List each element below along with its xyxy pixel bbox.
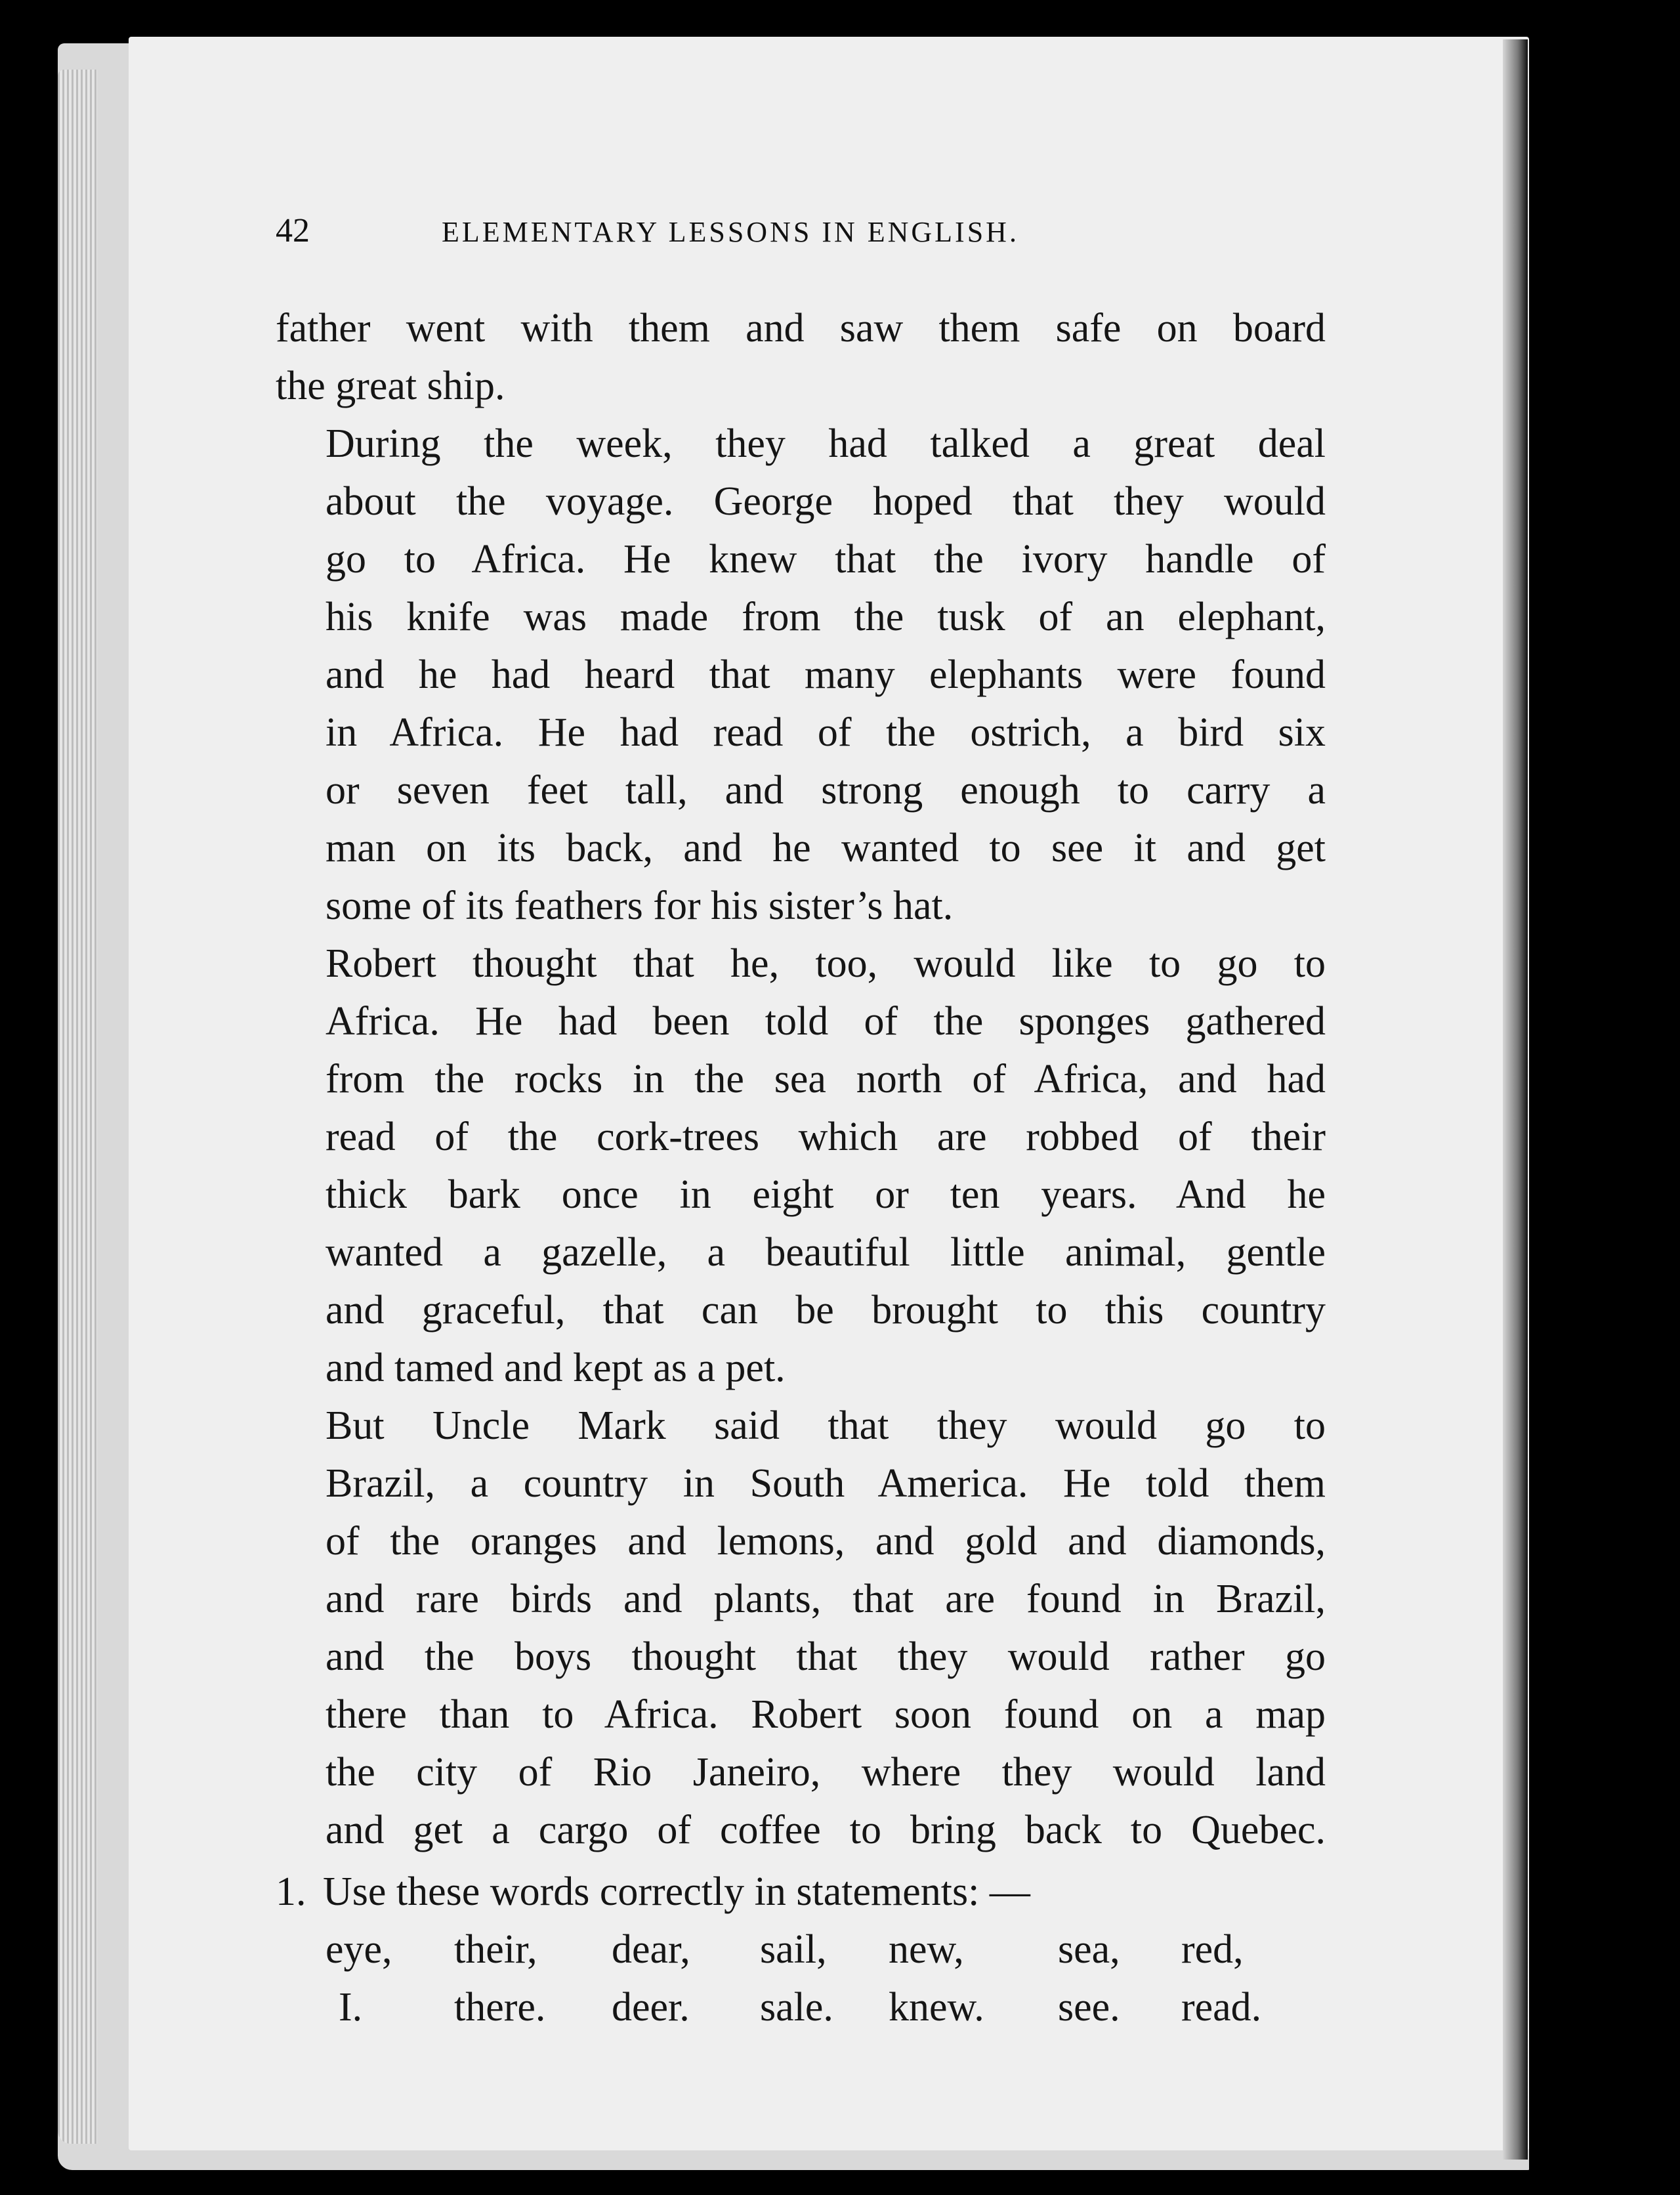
text-line: in Africa. He had read of the ostrich, a bird six — [326, 710, 1326, 755]
text-line: and he had heard that many elephants were found — [326, 652, 1326, 697]
word: eye, — [326, 1927, 392, 1972]
word: knew. — [889, 1985, 984, 2030]
word: see. — [1058, 1985, 1120, 2030]
text-line: and get a cargo of coffee to bring back to Quebec. — [326, 1808, 1326, 1852]
exercise-instruction: Use these words correctly in statements: — — [323, 1869, 1030, 1914]
word: deer. — [612, 1985, 690, 2030]
word: red, — [1181, 1927, 1244, 1972]
facing-page — [1529, 26, 1680, 2195]
text-line: or seven feet tall, and strong enough to carry a — [326, 768, 1326, 813]
text-line: about the voyage. George hoped that they would — [326, 479, 1326, 524]
word: there. — [454, 1985, 546, 2030]
word: sea, — [1058, 1927, 1120, 1972]
text-line: read of the cork-trees which are robbed of their — [326, 1115, 1326, 1159]
text-line: Robert thought that he, too, would like to go to — [326, 941, 1326, 986]
text-line: some of its feathers for his sister’s hat. — [326, 884, 954, 928]
book-gutter — [1503, 39, 1528, 2160]
text-line: and tamed and kept as a pet. — [326, 1346, 786, 1390]
body-text — [276, 299, 1326, 1859]
page-title: ELEMENTARY LESSONS IN ENGLISH. — [442, 216, 1019, 248]
text-line: and graceful, that can be brought to this country — [326, 1288, 1326, 1332]
exercise-prompt — [276, 1863, 1326, 1921]
paragraph — [276, 299, 1326, 415]
word: sail, — [760, 1927, 827, 1972]
text-line: father went with them and saw them safe on board — [276, 306, 1326, 351]
page-number: 42 — [276, 212, 310, 249]
text-line: the city of Rio Janeiro, where they would land — [326, 1750, 1326, 1795]
paragraph — [276, 415, 1326, 935]
text-line: Africa. He had been told of the sponges gathered — [326, 999, 1326, 1044]
word: dear, — [612, 1927, 690, 1972]
exercise-number: 1. — [276, 1869, 306, 1914]
text-line: and the boys thought that they would rather go — [326, 1634, 1326, 1679]
text-line: man on its back, and he wanted to see it and get — [326, 826, 1326, 870]
word-list — [326, 1921, 1326, 2036]
text-line: thick bark once in eight or ten years. And he — [326, 1172, 1326, 1217]
word: I. — [339, 1985, 363, 2030]
text-line: from the rocks in the sea north of Africa, and had — [326, 1057, 1326, 1101]
text-line: the great ship. — [276, 364, 505, 408]
text-line: his knife was made from the tusk of an elephant, — [326, 595, 1326, 639]
text-line: During the week, they had talked a great deal — [326, 421, 1326, 466]
word: new, — [889, 1927, 964, 1972]
exercise — [276, 1863, 1326, 2036]
text-line: wanted a gazelle, a beautiful little animal, gentle — [326, 1230, 1326, 1275]
text-line: But Uncle Mark said that they would go to — [326, 1403, 1326, 1448]
word: their, — [454, 1927, 537, 1972]
text-line: go to Africa. He knew that the ivory handle of — [326, 537, 1326, 582]
text-line: Brazil, a country in South America. He told them — [326, 1461, 1326, 1506]
paragraph — [276, 1397, 1326, 1859]
text-line: of the oranges and lemons, and gold and diamonds, — [326, 1519, 1326, 1564]
text-line: there than to Africa. Robert soon found on a map — [326, 1692, 1326, 1737]
word: sale. — [760, 1985, 833, 2030]
paragraph — [276, 935, 1326, 1397]
word: read. — [1181, 1985, 1262, 2030]
text-line: and rare birds and plants, that are found in Brazil, — [326, 1577, 1326, 1621]
running-head — [276, 211, 1148, 250]
